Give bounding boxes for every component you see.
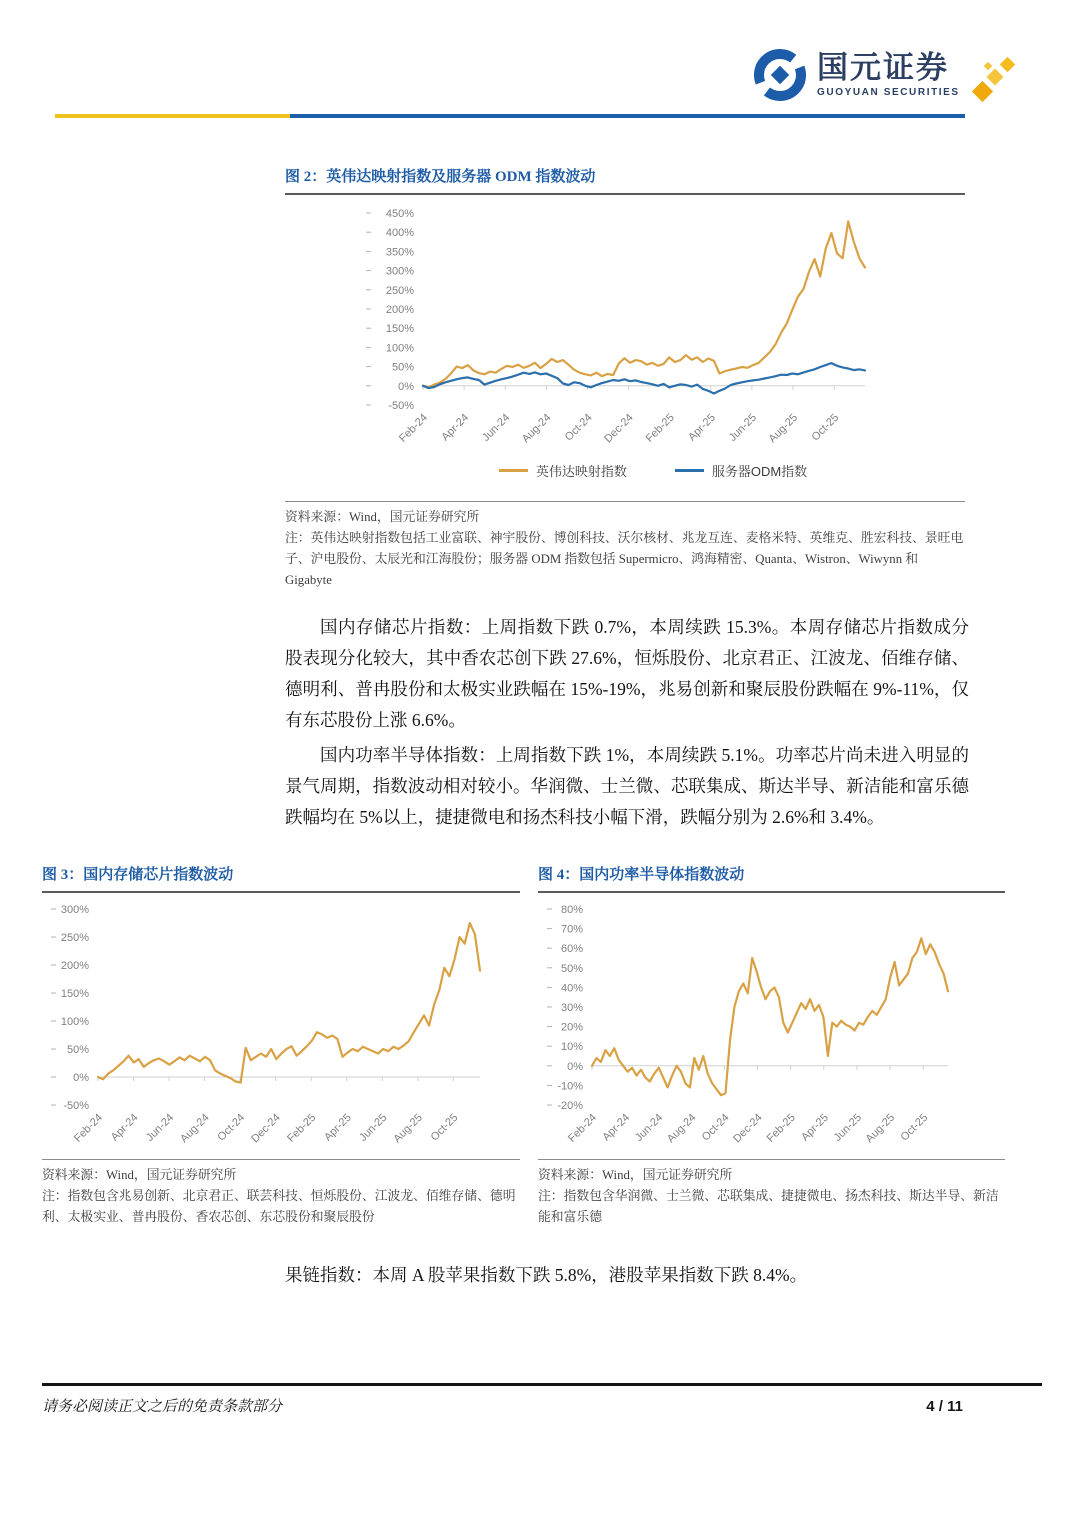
svg-text:100%: 100% [60, 1016, 89, 1028]
svg-text:Oct-24: Oct-24 [699, 1111, 732, 1144]
figure-3-note: 注：指数包含兆易创新、北京君正、联芸科技、恒烁股份、江波龙、佰维存储、德明利、太极实业、普冉股份、香农芯创、东芯股份和聚辰股份 [42, 1189, 516, 1224]
svg-text:Apr-24: Apr-24 [108, 1111, 141, 1144]
logo-text [817, 52, 960, 98]
svg-text:Apr-25: Apr-25 [686, 411, 718, 444]
svg-text:Apr-25: Apr-25 [321, 1111, 354, 1144]
legend-item: 英伟达映射指数 [499, 461, 627, 480]
svg-text:Feb-25: Feb-25 [285, 1111, 319, 1145]
svg-text:-20%: -20% [557, 1100, 583, 1112]
svg-text:40%: 40% [560, 982, 583, 995]
svg-text:Feb-24: Feb-24 [565, 1111, 600, 1145]
svg-text:200%: 200% [385, 304, 414, 316]
storage-index-line-chart [50, 899, 490, 1157]
svg-text:80%: 80% [560, 904, 583, 916]
svg-text:Oct-24: Oct-24 [215, 1111, 248, 1144]
svg-text:Apr-24: Apr-24 [439, 411, 472, 444]
svg-text:Oct-25: Oct-25 [428, 1111, 461, 1144]
figure-4-note: 注：指数包含华润微、士兰微、芯联集成、捷捷微电、扬杰科技、斯达半导、新洁能和富乐德 [538, 1189, 999, 1224]
svg-text:Aug-25: Aug-25 [391, 1111, 425, 1146]
svg-text:Aug-24: Aug-24 [664, 1111, 699, 1146]
svg-text:Oct-25: Oct-25 [809, 411, 842, 444]
svg-text:Dec-24: Dec-24 [249, 1111, 283, 1146]
svg-text:Jun-25: Jun-25 [726, 411, 760, 444]
figure-4-notes [538, 1159, 1005, 1228]
page-number: 4 / 11 [926, 1398, 963, 1415]
figure-2-block [285, 166, 965, 591]
svg-text:Aug-24: Aug-24 [178, 1111, 212, 1146]
figure-2-legend [397, 461, 909, 479]
figure-3-title: 图 3：国内存储芯片指数波动 [42, 864, 520, 893]
svg-text:Oct-25: Oct-25 [898, 1111, 931, 1144]
svg-text:-50%: -50% [388, 400, 414, 412]
svg-text:Jun-25: Jun-25 [831, 1111, 865, 1144]
svg-text:150%: 150% [385, 323, 414, 336]
figure-3-source: 资料来源：Wind，国元证券研究所 [42, 1168, 237, 1182]
svg-text:200%: 200% [60, 960, 89, 972]
legend-item: 服务器ODM指数 [675, 461, 807, 480]
figure-3-notes [42, 1159, 520, 1228]
svg-text:0%: 0% [567, 1060, 583, 1073]
svg-text:250%: 250% [385, 284, 414, 297]
svg-text:70%: 70% [560, 923, 583, 936]
svg-text:60%: 60% [560, 943, 583, 956]
figure-2-title: 图 2：英伟达映射指数及服务器 ODM 指数波动 [285, 166, 965, 195]
svg-text:Feb-24: Feb-24 [396, 411, 431, 445]
brand-name-cn: 国元证券 [817, 50, 949, 85]
svg-text:Feb-25: Feb-25 [764, 1111, 798, 1145]
svg-text:Apr-25: Apr-25 [799, 1111, 831, 1144]
svg-text:10%: 10% [560, 1041, 583, 1054]
legend-swatch [499, 469, 528, 472]
svg-text:Dec-24: Dec-24 [602, 411, 636, 446]
svg-text:400%: 400% [385, 227, 414, 240]
svg-text:Jun-24: Jun-24 [143, 1111, 177, 1144]
figure-3-block [42, 864, 520, 1228]
header-rule-blue [290, 114, 965, 118]
footer-disclaimer: 请务必阅读正文之后的免责条款部分 [42, 1399, 283, 1415]
power-index-line-chart [546, 899, 958, 1157]
figure-2-note: 注：英伟达映射指数包括工业富联、神宇股份、博创科技、沃尔核材、兆龙互连、麦格米特、英维克、胜宏科技、景旺电子、沪电股份、太辰光和江海股份；服务器 ODM 指数包括 Supermicro、鸿海精密、Quanta、Wistron、Wiwynn 和 Gigabyte [285, 531, 964, 587]
svg-text:50%: 50% [66, 1044, 89, 1056]
paragraph-apple-chain: 果链指数：本周 A 股苹果指数下跌 5.8%，港股苹果指数下跌 8.4%。 [285, 1265, 808, 1285]
svg-text:Jun-24: Jun-24 [480, 411, 513, 444]
svg-text:0%: 0% [398, 380, 414, 393]
svg-text:0%: 0% [73, 1072, 89, 1084]
svg-text:30%: 30% [560, 1002, 583, 1014]
nvidia-odm-line-chart [365, 203, 877, 459]
figure-4-block [538, 864, 1005, 1228]
svg-text:300%: 300% [60, 904, 89, 916]
paragraph-storage-index: 国内存储芯片指数：上周指数下跌 0.7%，本周续跌 15.3%。本周存储芯片指数成分股表现分化较大，其中香农芯创下跌 27.6%，恒烁股份、北京君正、江波龙、佰维存储、德明利、普冉股份和太极实业跌幅在 15%-19%，兆易创新和聚辰股份跌幅在 9%-11%，仅有东芯股份上涨 6.6%。 [285, 617, 969, 730]
svg-text:Feb-24: Feb-24 [71, 1111, 106, 1145]
legend-swatch [675, 469, 704, 472]
svg-text:Aug-25: Aug-25 [766, 411, 801, 446]
svg-text:Apr-24: Apr-24 [600, 1111, 633, 1144]
pixel-diamonds-icon [971, 54, 1019, 106]
svg-text:Feb-25: Feb-25 [643, 411, 677, 445]
svg-text:Dec-24: Dec-24 [731, 1111, 765, 1146]
figure-2-source: 资料来源：Wind，国元证券研究所 [285, 510, 480, 524]
svg-text:50%: 50% [560, 962, 583, 975]
header-rule [55, 114, 965, 118]
svg-text:100%: 100% [385, 342, 414, 355]
figure-4-title: 图 4：国内功率半导体指数波动 [538, 864, 1005, 893]
svg-text:350%: 350% [385, 246, 414, 259]
svg-text:450%: 450% [385, 208, 414, 220]
svg-text:Jun-25: Jun-25 [357, 1111, 390, 1144]
svg-text:Aug-24: Aug-24 [519, 411, 554, 446]
footer [42, 1395, 963, 1416]
figure-2-notes [285, 501, 965, 591]
guoyuan-logo-icon [752, 47, 808, 103]
header-rule-yellow [55, 114, 290, 118]
figure-4-source: 资料来源：Wind，国元证券研究所 [538, 1168, 733, 1182]
brand-name-en: GUOYUAN SECURITIES [817, 87, 960, 98]
svg-text:20%: 20% [560, 1021, 583, 1034]
svg-text:50%: 50% [391, 361, 414, 374]
svg-text:Oct-24: Oct-24 [562, 411, 595, 444]
footer-rule [42, 1383, 1042, 1386]
svg-text:-10%: -10% [557, 1080, 583, 1093]
svg-text:150%: 150% [60, 988, 89, 1000]
svg-text:Aug-25: Aug-25 [863, 1111, 898, 1146]
paragraph-power-index: 国内功率半导体指数：上周指数下跌 1%，本周续跌 5.1%。功率芯片尚未进入明显的景气周期，指数波动相对较小。华润微、士兰微、芯联集成、斯达半导、新洁能和富乐德跌幅均在 5%以上，捷捷微电和扬杰科技小幅下滑，跌幅分别为 2.6%和 3.4%。 [285, 745, 969, 827]
header-logo [752, 44, 1019, 106]
svg-text:-50%: -50% [63, 1100, 89, 1112]
svg-text:300%: 300% [385, 265, 414, 278]
svg-text:250%: 250% [60, 932, 89, 944]
svg-text:Jun-24: Jun-24 [633, 1111, 666, 1144]
